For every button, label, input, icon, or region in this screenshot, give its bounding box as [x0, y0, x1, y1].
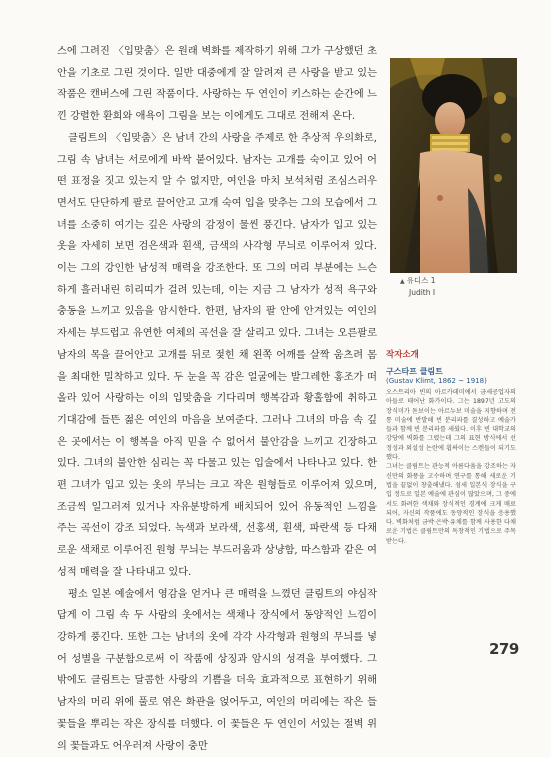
- paragraph: 평소 일본 예술에서 영감을 얻거나 큰 매력을 느꼈던 클림트의 야심작답게 이 그림 속 두 사람의 옷에서는 색채나 장식에서 동양적인 느낌이 강하게 풍긴다. 또한 그는 남녀의 옷에 각각 사각형과 원형의 무늬를 넣어 성별을 구분함으로써 이 작품에 상징과 암시의 성격을 부여했다. 그 밖에도 클림트는 달콤한 사랑의 기쁨을 더욱 효과적으로 표현하기 위해 남자의 머리 위에 풀로 엮은 화관을 얹어두고, 여인의 머리에는 작은 들꽃들을 뿌리는 작은 장식를 더했다. 이 꽃들은 두 연인이 서있는 절벽 위의 꽃들과도 어우러져 사랑이 충만: [57, 588, 377, 752]
- artwork-title: 유디스 1: [406, 276, 436, 285]
- triangle-marker-icon: ▲: [400, 278, 405, 285]
- page-number: 279: [489, 640, 519, 658]
- artist-bio: [386, 388, 516, 546]
- artist-box-heading: 작자소개: [386, 350, 419, 360]
- paragraph: 스에 그려진 〈입맞춤〉은 원래 벽화를 제작하기 위해 그가 구상했던 초안을 기초로 그린 것이다. 일반 대중에게 잘 알려져 큰 사랑을 받고 있는 작품은 캔버스에 그린 작품이다. 사랑하는 두 연인이 키스하는 순간에 느낀 강렬한 환희와 애욕이 그림을 보는 이에게도 그대로 전해져 온다.: [57, 46, 377, 123]
- artwork-caption: [400, 275, 436, 298]
- artist-bio-paragraph: 오스트리아 빈의 아르카데미에서 금세공업자의 아들로 태어난 화가이다. 그는 1897년 고도의 장식미가 돋보이는 아르누보 미술을 지향하며 전통 미술에 반발해 빈 분리파를 결성하고 예술가들과 함께 빈 분리파를 세웠다. 이후 빈 대학교의 강당에 벽화를 그렸는데 그의 표현 방식에서 선정성과 외설성 논란에 휩싸이는 스캔들이 되기도 했다.: [386, 389, 516, 462]
- artist-bio-paragraph: 그녀는 클림트는 관능적 아름다움을 강조하는 자신만의 화풍을 고수하며 연구를 통해 새로운 기법을 끝없이 창출해냈다. 섬세 일본식 장식을 구입 정도로 일본 예술에 관심이 많았으며, 그 중에서도 화려한 색채와 장식적인 경계에 크게 매료되어, 자신의 작품에도 동양적인 장식을 응용했다. 벽화처럼 금박·은박·유채를 함께 사용한 다채로운 기법은 클림트만의 독창적인 기법으로 주목받는다.: [386, 463, 516, 545]
- main-text-column: [57, 41, 377, 757]
- artist-name-english: (Gustav Klimt, 1862 ~ 1918): [386, 377, 487, 385]
- painting-svg: [390, 58, 517, 273]
- artist-info-box: [386, 348, 516, 546]
- artist-name: 구스타프 클림트: [386, 367, 443, 376]
- paragraph: 클림트의 〈입맞춤〉은 남녀 간의 사랑을 주제로 한 추상적 우의화로, 그림 속 남녀는 서로에게 바싹 붙어있다. 남자는 고개를 숙이고 있어 어떤 표정을 짓고 있는지 알 수 없지만, 여인을 마치 보석처럼 조심스러우면서도 단단하게 팔로 끌어안고 고개 숙여 입을 맞추는 그의 모습에서 그녀를 소중히 여기는 깊은 사랑의 감정이 물씬 풍긴다. 남자가 입고 있는 옷을 자세히 보면 검은색과 흰색, 금색의 사각형 무늬로 이루어져 있다. 이는 그의 강인한 남성적 매력을 강조한다. 또 그의 머리 부분에는 느슨하게 흘러내린 히리띠가 걸려 있는데, 이는 지금 그 남자가 성적 욕구와 충동을 느끼고 있음을 암시한다. 한편, 남자의 팔 안에 안겨있는 여인의 자세는 부드럽고 유연한 여체의 곡선을 잘 살리고 있다. 그녀는 오른팔로 남자의 목을 끌어안고 고개를 뒤로 젖힌 채 왼쪽 어깨를 살짝 움츠려 몸을 최대한 밀착하고 있다. 두 눈을 꼭 감은 얼굴에는 발그레한 홍조가 떠올라 있어 사랑하는 이의 입맞춤을 기다리며 행복감과 황홀함에 취하고 기대감에 들뜬 젊은 여인의 마음을 보여준다. 그러나 그녀의 마음 속 깊은 곳에서는 이 행복을 아직 믿을 수 없어서 불안감을 느끼고 긴장하고 있다. 그녀의 불안한 심리는 꼭 다물고 있는 입술에서 나타나고 있다. 한편 그녀가 입고 있는 옷의 무늬는 크고 작은 원형들로 이루어져 있으며, 조금씩 일그러져 있거나 자유분방하게 배치되어 있어 유동적인 느낌을 주는 곡선이 강조 되었다. 녹색과 보라색, 선홍색, 흰색, 파란색 등 다채로운 색채로 이루어진 원형 무늬는 부드러움과 상냥함, 따스함과 같은 여성적 매력을 잘 나타내고 있다.: [57, 132, 377, 578]
- judith-painting-image: [390, 58, 517, 273]
- artwork-subtitle: Judith I: [409, 288, 436, 297]
